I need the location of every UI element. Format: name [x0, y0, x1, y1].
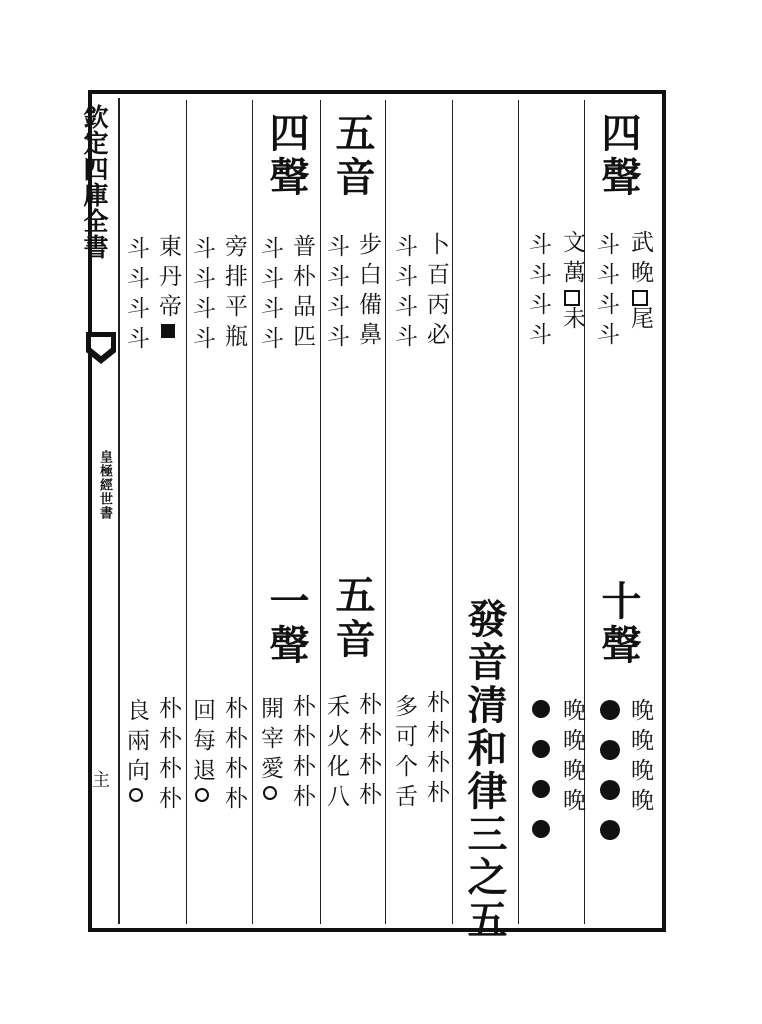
col5-lower-a: 朴朴朴朴	[289, 694, 315, 814]
col2-upper	[560, 230, 583, 336]
col7-lower-b	[124, 698, 147, 802]
col7-row2: 斗斗斗斗	[123, 236, 149, 356]
filled-dot	[600, 700, 620, 720]
column-rule	[252, 100, 253, 924]
col2-lower: 晚晚晚晚	[559, 698, 585, 818]
column-rule	[320, 100, 321, 924]
filled-dot	[532, 700, 550, 718]
col5-head: 四聲	[263, 112, 310, 200]
empty-circle-marker	[195, 788, 209, 802]
filled-dot	[600, 780, 620, 800]
col1-mid-head: 十聲	[595, 580, 642, 668]
col3-lower-b: 多可个舌	[391, 694, 417, 814]
missing-glyph-box	[632, 290, 648, 306]
col1-upper-char: 晚	[627, 260, 653, 290]
margin-sub-title: 皇極經世書	[97, 450, 112, 520]
margin-book-title: 欽定四庫全書	[80, 104, 109, 260]
black-block-marker	[161, 324, 175, 338]
col6-lower-b-text: 回每退	[189, 698, 215, 788]
filled-dot	[600, 740, 620, 760]
col4-upper: 步白備鼻	[355, 232, 381, 352]
col7-upper-text: 東丹帝	[155, 234, 181, 324]
col5-lower-b	[258, 696, 281, 800]
col4-mid-head: 五音	[329, 574, 376, 662]
col1-head: 四聲	[595, 112, 642, 200]
col4-lower-a: 朴朴朴朴	[355, 692, 381, 812]
col6-lower-b	[190, 698, 213, 802]
section-title: 發音清和律三之五	[461, 598, 508, 942]
margin-page-mark: 主	[89, 770, 110, 788]
col6-row2: 斗斗斗斗	[189, 236, 215, 356]
col4-row2: 斗斗斗斗	[323, 234, 349, 354]
column-rule	[385, 100, 386, 924]
col3-row2: 斗斗斗斗	[391, 234, 417, 354]
col5-row2: 斗斗斗斗	[257, 236, 283, 356]
col4-head: 五音	[329, 112, 376, 200]
col2-upper-char: 萬	[559, 260, 585, 290]
col3-upper: 卜百丙必	[423, 232, 449, 352]
column-rule	[186, 100, 187, 924]
empty-circle-marker	[263, 786, 277, 800]
col6-upper: 旁排平瓶	[221, 234, 247, 354]
col5-lower-b-text: 開宰愛	[257, 696, 283, 786]
empty-circle-marker	[129, 788, 143, 802]
col1-upper	[628, 230, 651, 336]
col1-upper-char: 武	[627, 230, 653, 260]
col7-lower-b-text: 良兩向	[123, 698, 149, 788]
filled-dot	[532, 780, 550, 798]
fish-tail-mark	[84, 330, 118, 366]
col2-row2: 斗斗斗斗	[525, 232, 551, 352]
col1-lower: 晚晚晚晚	[627, 698, 653, 818]
col7-lower-a: 朴朴朴朴	[155, 696, 181, 816]
col2-upper-char: 文	[559, 230, 585, 260]
col2-dots	[532, 700, 550, 860]
col1-row2: 斗斗斗斗	[593, 232, 619, 352]
column-rule	[452, 100, 453, 924]
col1-upper-char: 尾	[627, 306, 653, 336]
col2-upper-char: 未	[559, 306, 585, 336]
col5-mid-head: 一聲	[263, 580, 310, 668]
column-rule	[518, 100, 519, 924]
col5-upper: 普朴品匹	[289, 234, 315, 354]
col7-upper	[156, 234, 179, 338]
col6-lower-a: 朴朴朴朴	[221, 696, 247, 816]
filled-dot	[532, 820, 550, 838]
filled-dot	[600, 820, 620, 840]
col4-lower-b: 禾火化八	[323, 694, 349, 814]
missing-glyph-box	[564, 290, 580, 306]
col3-lower-a: 朴朴朴朴	[423, 690, 449, 810]
col1-dots	[600, 700, 620, 860]
filled-dot	[532, 740, 550, 758]
